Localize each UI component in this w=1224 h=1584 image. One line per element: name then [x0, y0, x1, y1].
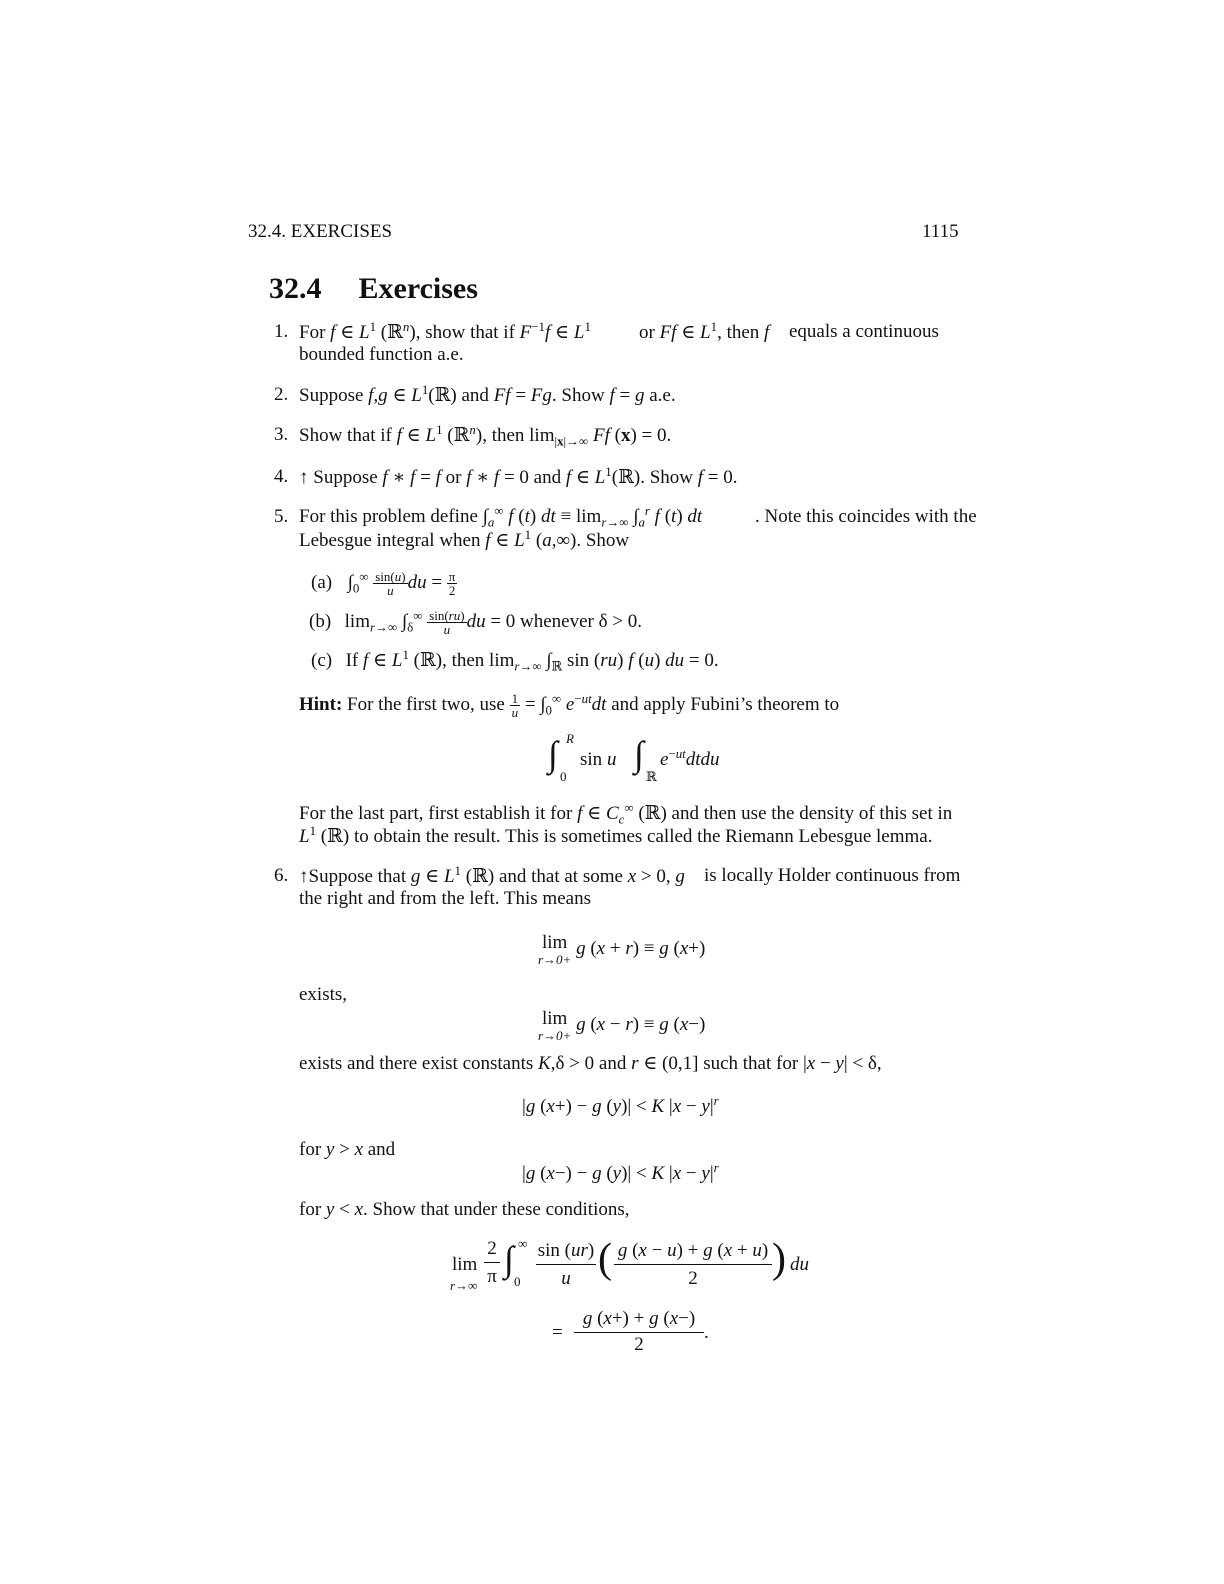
e6-text: such that for [698, 1053, 803, 1074]
exercise-4-number: 4. [274, 466, 289, 487]
e6-text: exists and there exist constants [299, 1053, 539, 1074]
e6-text: Suppose that [308, 866, 411, 887]
e5-text: For the last part, first establish it for [299, 803, 578, 824]
running-header-title: 32.4. EXERCISES [248, 221, 393, 242]
e6-text: and [594, 1053, 632, 1074]
e6-text: and that at some [494, 866, 628, 887]
e5c-label: (c) [311, 650, 333, 671]
exercise-6-line2: the right and from the left. This means [299, 888, 591, 909]
e4-text: = 0. [703, 467, 738, 488]
e5c-text: If [345, 650, 363, 671]
up-arrow-icon: ↑ [299, 467, 309, 488]
e4-text: . Show [640, 467, 698, 488]
e4-text: or [440, 467, 467, 488]
exercise-5c: (c) If f ∈ $L^1$ (ℝ), then $\lim_{r\to\infty} \int_ℝ$ sin (ru) f (u) du = 0. [311, 646, 719, 674]
e6-text: and [363, 1139, 396, 1160]
e5-text: . Show [576, 530, 630, 551]
e4-text: = 0 and [499, 467, 566, 488]
e1-text: ∈ [340, 322, 360, 343]
e5c-text: , then lim [442, 650, 515, 671]
e6-text: for [299, 1199, 326, 1220]
up-arrow-icon: ↑ [299, 866, 309, 887]
e6-text: . Show that under these conditions, [363, 1199, 630, 1220]
exercise-6-for-y-less: for y < x. Show that under these conditions, [299, 1199, 630, 1220]
e1-text: or [639, 322, 660, 343]
e6-text: for [299, 1139, 326, 1160]
equation-dirichlet-limit: lim r→∞ 2 π ∫ ∞ 0 sin (ur) u ( g (x − u) + g (x + u) 2 ) du [450, 1236, 809, 1293]
e1-text: , show that if [415, 322, 520, 343]
hint-text: and apply Fubini’s theorem to [606, 693, 840, 715]
exercise-3-number: 3. [274, 424, 289, 445]
exercise-4: ↑ Suppose f ∗ f = f or f ∗ f = 0 and f ∈ $L^1(ℝ)$. Show f = 0. [299, 463, 738, 488]
exercise-2: Suppose f,g ∈ $L^1(ℝ)$ and Ff = Fg. Show f = g a.e. [299, 381, 676, 406]
e6-text: is locally Holder continuous from [704, 865, 961, 886]
e3-text: Show that if [299, 425, 397, 446]
e1-text: equals a continuous [789, 321, 939, 342]
exercise-5-last-line1: For the last part, first establish it for f ∈ $C_c^\infty$ (ℝ) and then use the density of this set in [299, 799, 953, 827]
e5-text: to obtain the result. This is sometimes called the Riemann Lebesgue lemma. [349, 826, 933, 847]
equation-holder-right: |g (x+) − g (y)| < K $|x - y|^r$ [522, 1092, 719, 1117]
e5b-text: whenever δ > 0. [515, 610, 643, 632]
e5-text: and then use the density of this set in [666, 803, 953, 824]
section-title: Exercises [358, 272, 478, 305]
exercise-5-number: 5. [274, 506, 289, 527]
e2-text: Suppose [299, 385, 369, 406]
section-heading [269, 272, 478, 306]
exercise-5b: (b) $\lim_{r\to\infty} \int_\delta^\infty$ $\frac{\sin(ru)}{u}$ du = 0 whenever δ > 0. [309, 607, 643, 637]
equation-dirichlet-result: = g (x+) + g (x−) 2 . [552, 1308, 709, 1355]
e2-text: a.e. [644, 385, 676, 406]
page-number: 1115 [922, 221, 959, 242]
e5-text: . Note this coincides with the [755, 506, 977, 527]
section-number: 32.4 [269, 272, 322, 305]
exercise-6-exists2: exists and there exist constants K,δ > 0 and r ∈ (0,1] such that for |x − y| < δ, [299, 1053, 882, 1074]
e4-text: Suppose [308, 467, 383, 488]
e1-text: For [299, 322, 331, 343]
exercise-6-exists1: exists, [299, 984, 348, 1005]
e5-text: ≡ lim [555, 506, 602, 527]
e2-text: and [456, 385, 494, 406]
exercise-5-last-line2: $L^1$ (ℝ) to obtain the result. This is sometimes called the Riemann Lebesgue lemma. [299, 822, 933, 847]
equation-right-limit: lim r→0+ g (x + r) ≡ g (x+) [538, 932, 706, 967]
exercise-3: Show that if f ∈ $L^1$ (ℝ$^n$), then $\lim_{|x|\to\infty} Ff$ (x) = 0. [299, 421, 672, 449]
exercise-5-line2: Lebesgue integral when f ∈ $L^1$ (a,∞). Show [299, 526, 630, 551]
equation-holder-left: |g (x−) − g (y)| < K $|x - y|^r$ [522, 1159, 719, 1184]
e5a-label: (a) [311, 571, 333, 593]
e5-text: Lebesgue integral when [299, 530, 486, 551]
hint-text: For the first two, use [342, 693, 510, 715]
exercise-1-number: 1. [274, 321, 289, 342]
exercise-6-for-y-greater: for y > x and [299, 1139, 396, 1160]
exercise-5-hint: Hint: For the first two, use $\frac{1}{u}$ = $\int_0^\infty$ $e^{-ut}dt$ and apply Fubini’s theorem to [299, 690, 840, 720]
exercise-6-number: 6. [274, 865, 289, 886]
e3-text: = 0. [641, 425, 672, 446]
e2-text: . Show [551, 385, 610, 406]
hint-label: Hint: [299, 693, 343, 715]
e1-text: , then [717, 322, 765, 343]
equation-left-limit: lim r→0+ g (x − r) ≡ g (x−) [538, 1008, 706, 1043]
e5b-label: (b) [309, 610, 332, 632]
e5-text: For this problem define [299, 506, 483, 527]
e3-text: , then lim [482, 425, 555, 446]
exercise-1-line2: bounded function a.e. [299, 344, 464, 365]
exercise-2-number: 2. [274, 384, 289, 405]
exercise-5a: (a) $\int_0^\infty$ $\frac{\sin(u)}{u}$ du = $\frac{\pi}{2}$ [311, 568, 456, 598]
